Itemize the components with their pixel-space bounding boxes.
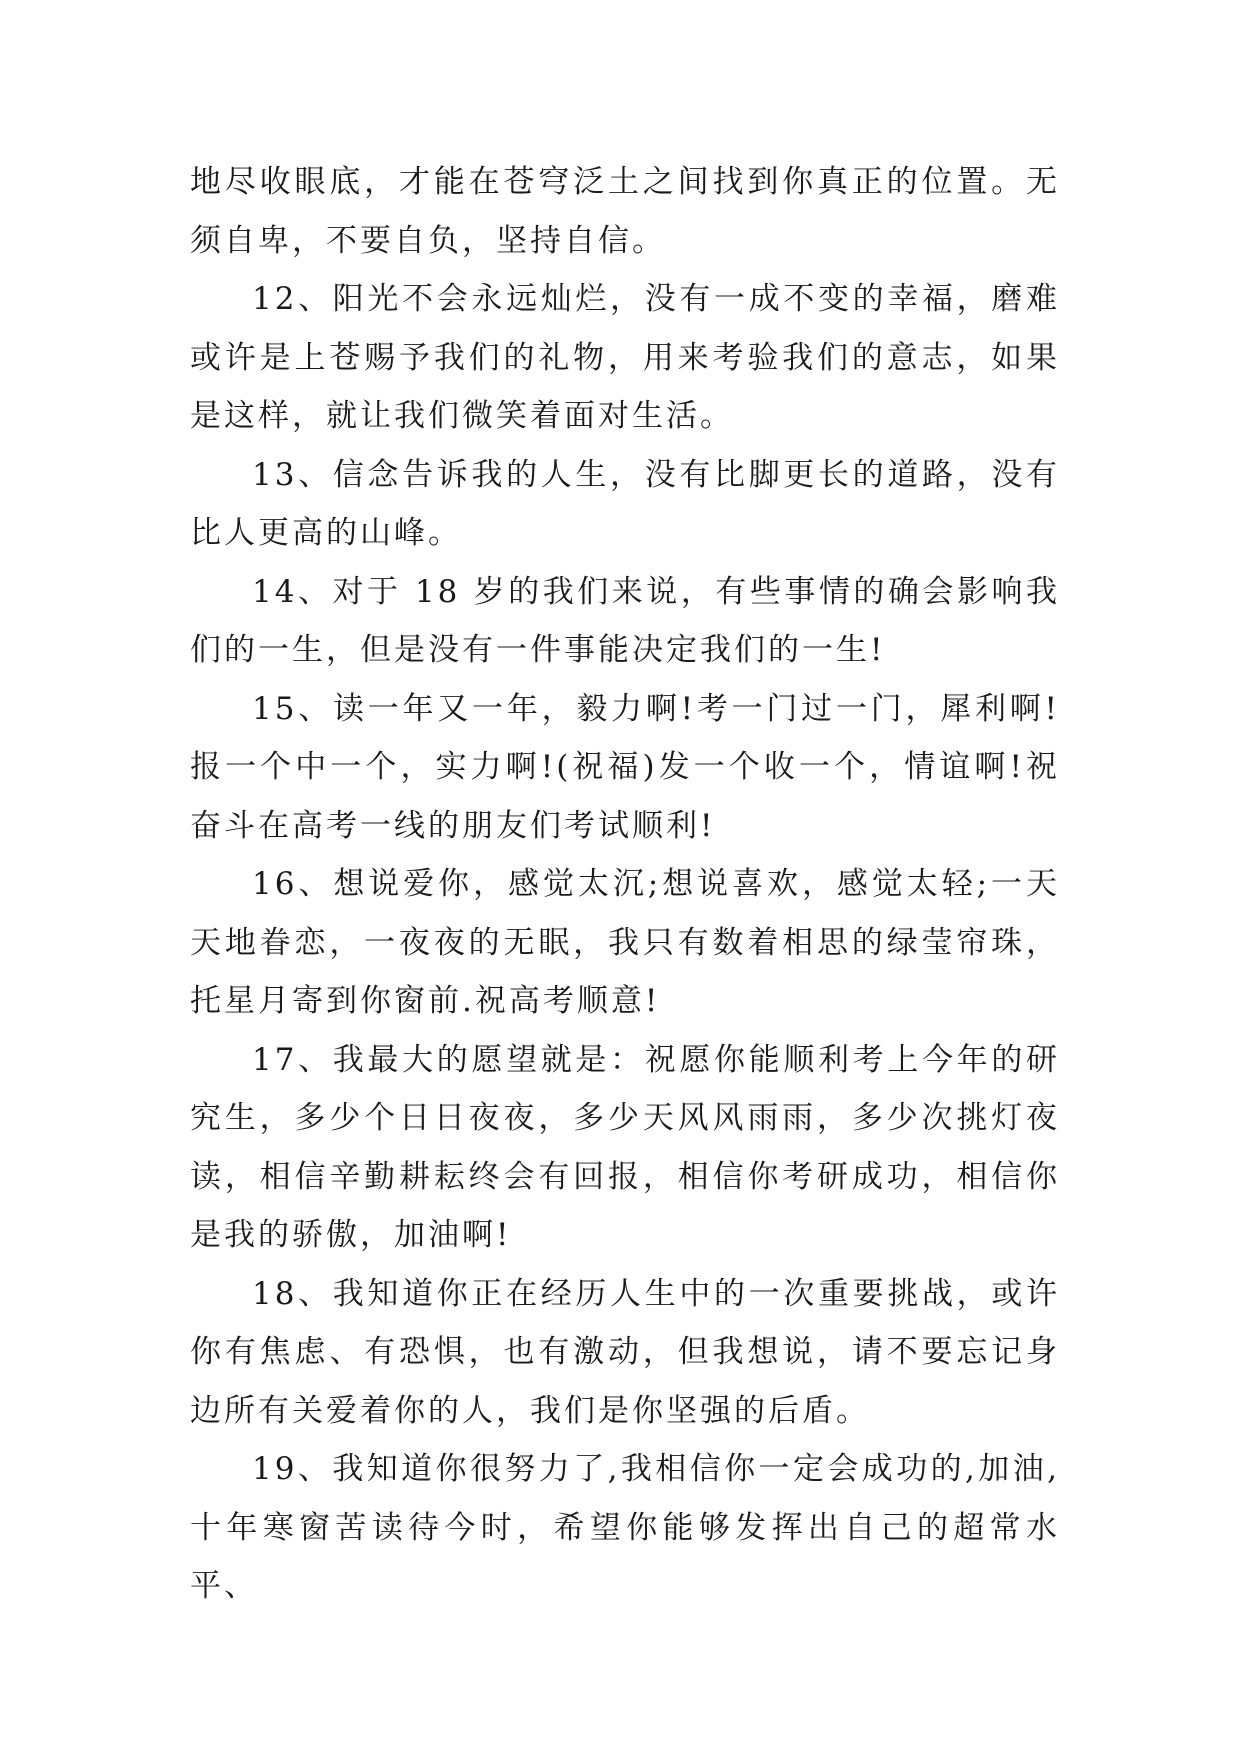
paragraph-15: 15、读一年又一年，毅力啊!考一门过一门，犀利啊!报一个中一个，实力啊!(祝福)发一个收一个，情谊啊!祝奋斗在高考一线的朋友们考试顺利! [190, 690, 1060, 844]
paragraph-17: 17、我最大的愿望就是：祝愿你能顺利考上今年的研究生，多少个日日夜夜，多少天风风雨雨，多少次挑灯夜读，相信辛勤耕耘终会有回报，相信你考研成功，相信你是我的骄傲，加油啊! [190, 1041, 1060, 1253]
paragraph-16: 16、想说爱你，感觉太沉;想说喜欢，感觉太轻;一天天地眷恋，一夜夜的无眠，我只有数着相思的绿莹帘珠，托星月寄到你窗前.祝高考顺意! [190, 866, 1060, 1019]
paragraph-18: 18、我知道你正在经历人生中的一次重要挑战，或许你有焦虑、有恐惧，也有激动，但我想说，请不要忘记身边所有关爱着你的人，我们是你坚强的后盾。 [190, 1275, 1060, 1429]
paragraph-14: 14、对于 18 岁的我们来说，有些事情的确会影响我们的一生，但是没有一件事能决定我们的一生! [190, 573, 1060, 668]
document-body [190, 153, 1060, 1616]
paragraph-12: 12、阳光不会永远灿烂，没有一成不变的幸福，磨难或许是上苍赐予我们的礼物，用来考验我们的意志，如果是这样，就让我们微笑着面对生活。 [190, 281, 1060, 434]
paragraph-13: 13、信念告诉我的人生，没有比脚更长的道路，没有比人更高的山峰。 [190, 456, 1060, 551]
paragraph-continued: 地尽收眼底，才能在苍穹泛土之间找到你真正的位置。无须自卑，不要自负，坚持自信。 [190, 164, 1060, 259]
paragraph-19: 19、我知道你很努力了,我相信你一定会成功的,加油,十年寒窗苦读待今时，希望你能够发挥出自己的超常水平、 [190, 1451, 1060, 1604]
